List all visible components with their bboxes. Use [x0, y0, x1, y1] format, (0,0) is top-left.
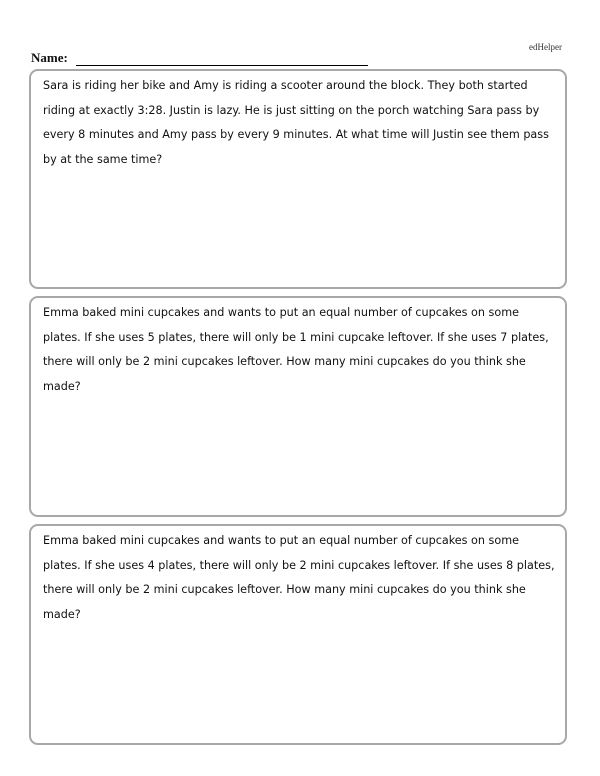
- name-row: [31, 50, 368, 66]
- problem-text-2: Emma baked mini cupcakes and wants to put an equal number of cupcakes on some plates. If she uses 5 plates, there will only be 1 mini cupcake leftover. If she uses 7 plates, there will only be 2 mini cupcakes leftover. How many mini cupcakes do you think she made?: [43, 306, 549, 393]
- problem-box-2: [29, 296, 567, 517]
- name-label: Name:: [31, 50, 68, 65]
- problem-box-1: [29, 69, 567, 289]
- problem-text-1: Sara is riding her bike and Amy is riding a scooter around the block. They both started riding at exactly 3:28. Justin is lazy. He is just sitting on the porch watching Sara pass by every 8 minutes and Amy pass by every 9 minutes. At what time will Justin see them pass by at the same time?: [43, 79, 549, 166]
- brand-label: edHelper: [529, 42, 562, 52]
- problem-text-3: Emma baked mini cupcakes and wants to put an equal number of cupcakes on some plates. If she uses 4 plates, there will only be 2 mini cupcakes leftover. If she uses 8 plates, there will only be 2 mini cupcakes leftover. How many mini cupcakes do you think she made?: [43, 534, 555, 621]
- name-field[interactable]: [76, 52, 368, 66]
- problem-box-3: [29, 524, 567, 745]
